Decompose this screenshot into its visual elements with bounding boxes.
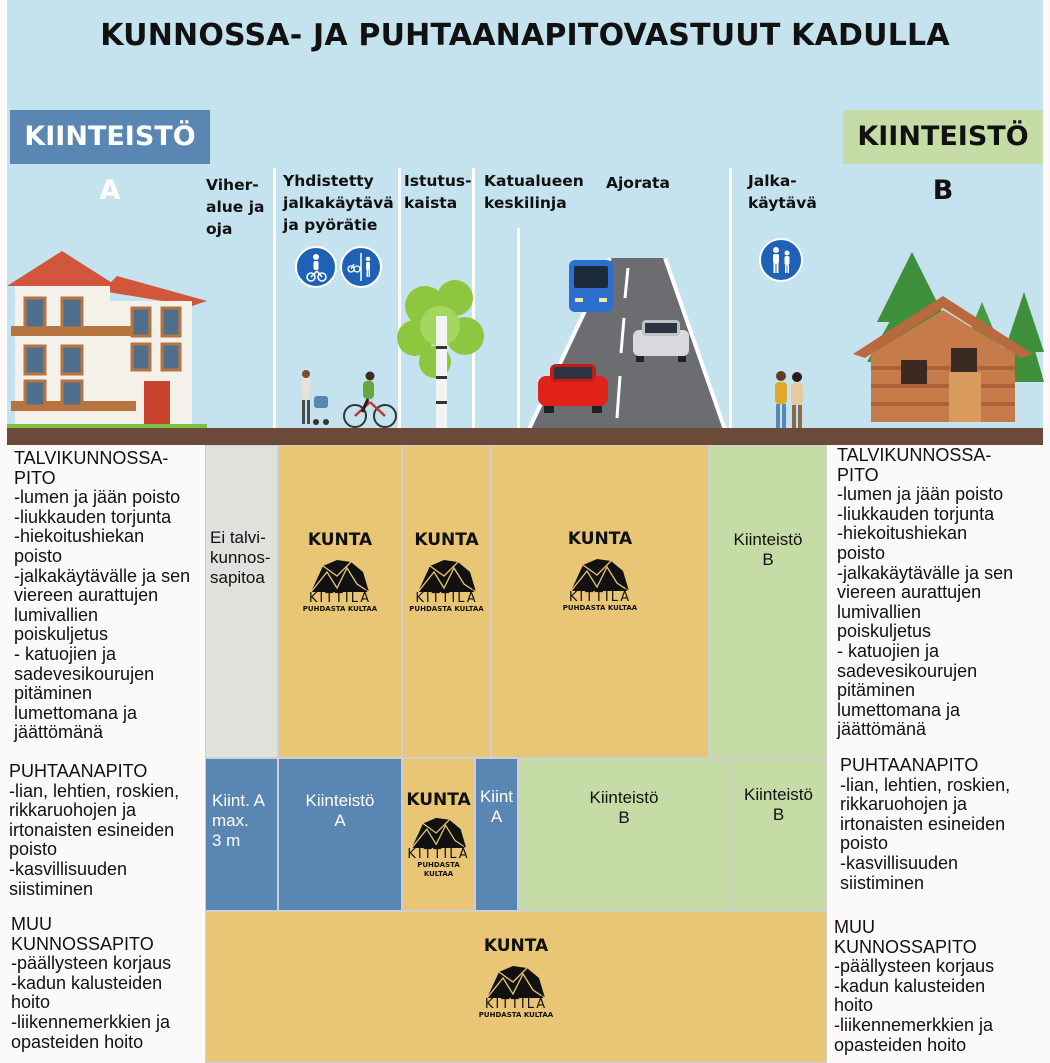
other-cell-municipality [205, 911, 827, 1063]
kittila-logo-icon [492, 557, 708, 613]
road-icon [520, 258, 732, 444]
cleaning-cell-property-b-road [518, 758, 730, 911]
property-a-label: KIINTEISTÖ A [10, 110, 210, 164]
cyclist-icon [292, 368, 402, 430]
zone-label-jalkakaytava: Jalka- käytävä [748, 172, 817, 212]
house-icon [7, 246, 207, 436]
cleaning-cell-municipality [402, 758, 475, 911]
property-b-label: KIINTEISTÖ B [843, 110, 1043, 164]
property-b-road-text: Kiinteistö B [589, 788, 659, 827]
bus-icon [567, 258, 615, 316]
page-title: KUNNOSSA- JA PUHTAANAPITOVASTUUT KADULLA [100, 18, 950, 53]
logo-slogan: PUHDASTA KULTAA [478, 1011, 554, 1019]
zone-label-viheralue: Viher- alue ja oja [206, 176, 265, 238]
property-a-max-text: Kiint. A max. 3 m [212, 791, 265, 850]
cleaning-cell-property-a-max [205, 758, 278, 911]
car-icon [630, 316, 692, 362]
logo-text: KITTILÄ [568, 590, 632, 605]
cabin-icon [853, 296, 1033, 430]
other-maintenance-label-right: MUU KUNNOSSAPITO -päällysteen korjaus -kadun kalusteiden hoito -liikennemerkkien ja opasteiden hoito [834, 917, 995, 1055]
pedestrians-icon [765, 368, 815, 432]
winter-cell-no-maintenance [205, 445, 278, 758]
kittila-logo-icon [403, 816, 474, 879]
property-b-text: Kiinteistö B [733, 530, 803, 569]
logo-text: KITTILÄ [484, 997, 548, 1012]
birch-tree-icon [395, 276, 490, 428]
kittila-logo-icon [279, 558, 401, 614]
logo-slogan: PUHDASTA KULTAA [562, 604, 638, 612]
cleaning-label-left: PUHTAANAPITO -lian, lehtien, roskien, rikkaruohojen ja irtonaisten esineiden poisto -kasvillisuuden siistiminen [9, 761, 180, 899]
winter-maintenance-label-right: TALVIKUNNOSSA- PITO -lumen ja jään poisto -liukkauden torjunta -hiekoitushiekan poisto -jalkakäytävälle ja sen viereen aurattujen lumivallien poiskuljetus - katuojien ja sadevesikourujen pitäminen lumettomana ja jäättömänä [837, 445, 1014, 740]
municipality-label: KUNTA [567, 529, 633, 549]
cleaning-cell-property-b-walk [730, 758, 827, 911]
winter-cell-municipality [491, 445, 709, 758]
property-a-text: Kiinteistö A [305, 791, 375, 830]
bike-pedestrian-sign-icon [340, 246, 382, 288]
car-icon [536, 360, 610, 414]
zone-label-yhdistetty: Yhdistetty jalkakäytävä ja pyörätie [283, 172, 394, 234]
logo-text: KITTILÄ [308, 591, 372, 606]
zone-label-ajorata: Ajorata [606, 174, 670, 192]
no-winter-text: Ei talvi- kunnos- sapitoa [210, 528, 271, 587]
cleaning-cell-property-a-short [475, 758, 518, 911]
municipality-label: KUNTA [414, 530, 479, 550]
logo-slogan: PUHDASTA KULTAA [409, 605, 484, 613]
kittila-logo-icon [403, 558, 490, 614]
kittila-logo-icon [206, 964, 826, 1020]
cleaning-label-right: PUHTAANAPITO -lian, lehtien, roskien, rikkaruohojen ja irtonaisten esineiden poisto -kasvillisuuden siistiminen [840, 755, 1011, 893]
pedestrian-sign-icon [295, 246, 337, 288]
winter-cell-municipality [278, 445, 402, 758]
winter-cell-municipality [402, 445, 491, 758]
municipality-label: KUNTA [307, 530, 373, 550]
cleaning-cell-property-a [278, 758, 402, 911]
municipality-label: KUNTA [483, 936, 549, 956]
logo-text: KITTILÄ [407, 847, 470, 862]
zone-label-keskilinja: Katualueen keskilinja [484, 172, 584, 212]
property-b-walk-text: Kiinteistö B [744, 785, 813, 824]
winter-cell-property-b [709, 445, 827, 758]
winter-maintenance-label-left: TALVIKUNNOSSA- PITO -lumen ja jään poisto -liukkauden torjunta -hiekoitushiekan poisto -jalkakäytävälle ja sen viereen aurattujen lumivallien poiskuljetus - katuojien ja sadevesikourujen pitäminen lumettomana ja jäättömänä [14, 448, 191, 743]
other-maintenance-label-left: MUU KUNNOSSAPITO -päällysteen korjaus -kadun kalusteiden hoito -liikennemerkkien ja opasteiden hoito [11, 914, 172, 1052]
municipality-label: KUNTA [406, 790, 471, 810]
walking-sign-icon [759, 238, 803, 282]
zone-divider [273, 168, 276, 443]
zone-label-istutuskaista: Istutus- kaista [404, 172, 472, 212]
property-a-short-text: Kiint A [479, 787, 514, 826]
logo-slogan: PUHDASTA KULTAA [417, 861, 460, 878]
ground-strip [7, 428, 1043, 445]
logo-slogan: PUHDASTA KULTAA [302, 605, 378, 613]
logo-text: KITTILÄ [415, 591, 478, 606]
